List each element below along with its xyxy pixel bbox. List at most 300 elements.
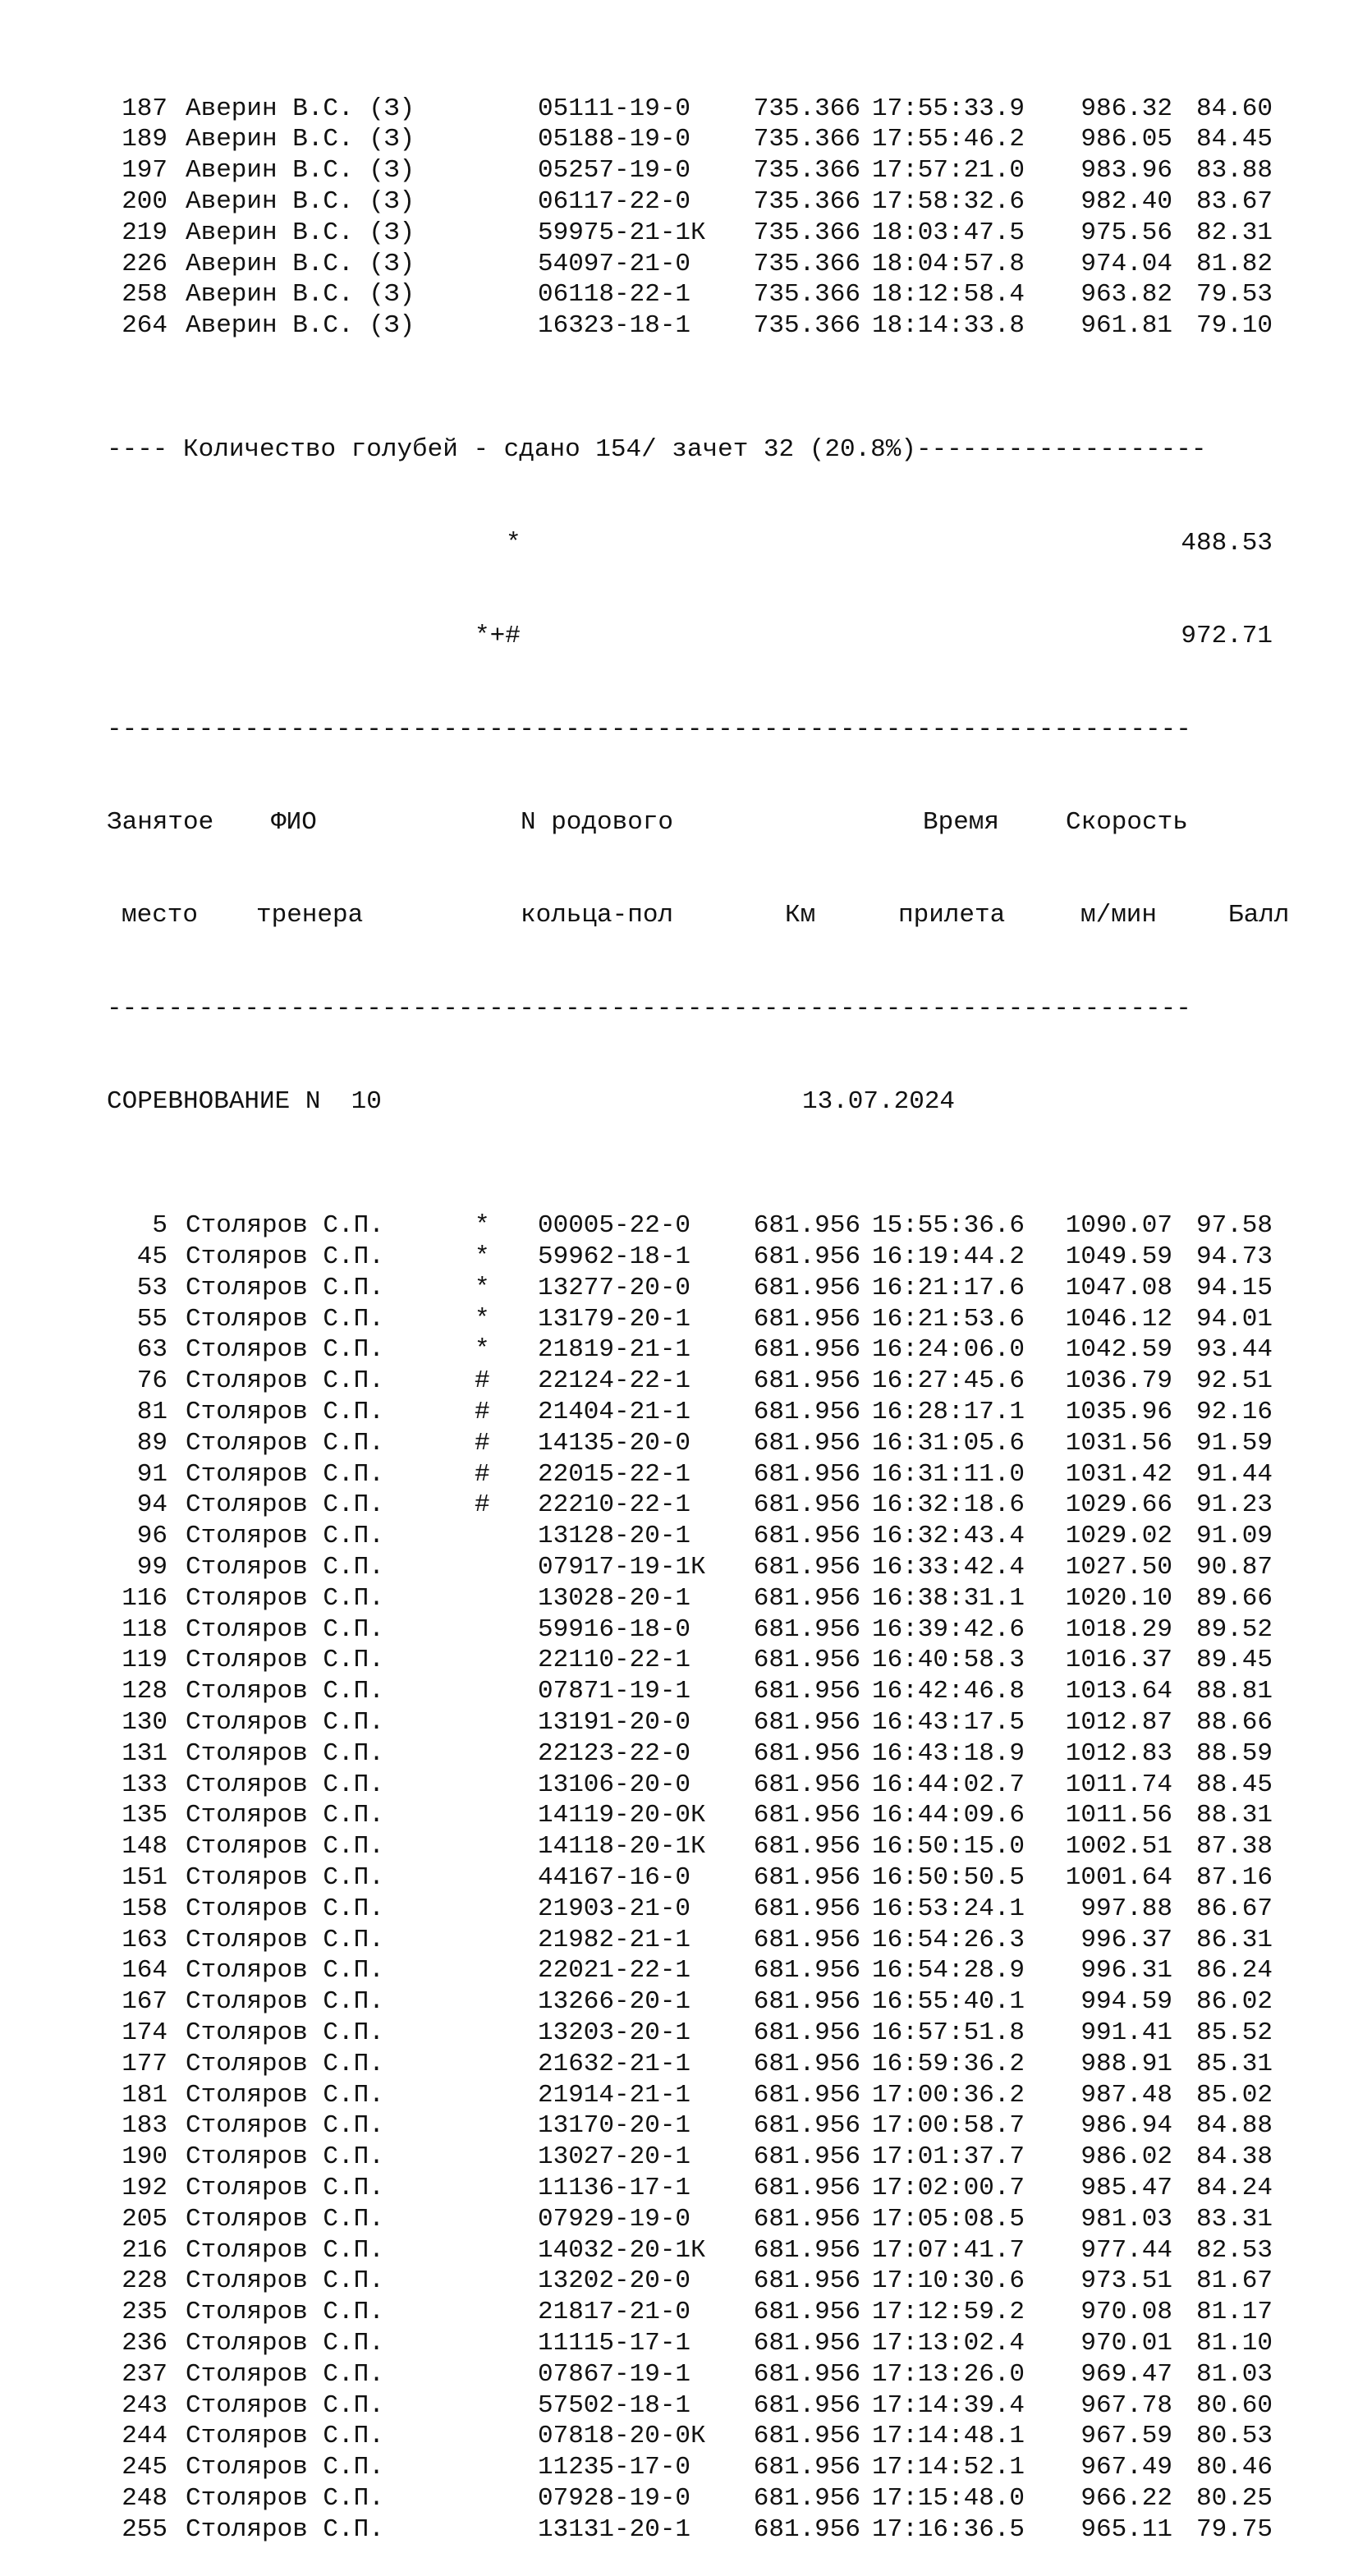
score-cell: 91.09 bbox=[1195, 1522, 1273, 1551]
speed-cell: 1018.29 bbox=[1065, 1614, 1172, 1644]
time-cell: 17:00:58.7 bbox=[872, 2111, 1025, 2141]
place-cell: 148 bbox=[122, 1832, 167, 1862]
place-cell: 118 bbox=[122, 1614, 167, 1644]
km-cell: 681.956 bbox=[753, 2173, 860, 2202]
ring-cell: 57502-18-1 bbox=[538, 2390, 691, 2420]
table-row bbox=[107, 1986, 1273, 2018]
score-cell: 80.60 bbox=[1195, 2390, 1273, 2420]
km-cell: 681.956 bbox=[753, 2422, 860, 2451]
speed-cell: 967.78 bbox=[1080, 2390, 1172, 2420]
trainer-cell: Столяров С.П. bbox=[186, 1398, 384, 1427]
time-cell: 17:57:21.0 bbox=[872, 156, 1025, 186]
place-cell: 187 bbox=[122, 94, 167, 123]
score-cell: 91.23 bbox=[1195, 1490, 1273, 1520]
header-time-bottom: прилета bbox=[898, 901, 1006, 930]
place-cell: 243 bbox=[122, 2390, 167, 2420]
table-row bbox=[107, 1800, 1273, 1831]
trainer-cell: Столяров С.П. bbox=[186, 1490, 384, 1520]
speed-cell: 963.82 bbox=[1080, 280, 1172, 310]
trainer-cell: Столяров С.П. bbox=[186, 1863, 384, 1893]
speed-cell: 1012.87 bbox=[1065, 1708, 1172, 1738]
time-cell: 16:59:36.2 bbox=[872, 2049, 1025, 2078]
km-cell: 681.956 bbox=[753, 1490, 860, 1520]
km-cell: 681.956 bbox=[753, 1459, 860, 1489]
ring-cell: 06118-22-1 bbox=[538, 280, 691, 310]
table-row bbox=[107, 2514, 1273, 2546]
table-row bbox=[107, 2204, 1273, 2235]
competition-title: СОРЕВНОВАНИЕ N 10 bbox=[107, 1087, 382, 1117]
speed-cell: 986.94 bbox=[1080, 2111, 1172, 2141]
table-row bbox=[107, 1242, 1273, 1273]
separator-text: ----------------------------------------------------------------------- bbox=[107, 714, 1191, 744]
table-row bbox=[107, 2235, 1273, 2266]
ring-cell: 54097-21-0 bbox=[538, 249, 691, 278]
ring-cell: 21982-21-1 bbox=[538, 1925, 691, 1954]
trainer-cell: Столяров С.П. bbox=[186, 1832, 384, 1862]
trainer-cell: Столяров С.П. bbox=[186, 1708, 384, 1738]
table-row bbox=[107, 1428, 1273, 1459]
ring-cell: 00005-22-0 bbox=[538, 1211, 691, 1241]
table-row bbox=[107, 2173, 1273, 2204]
mark-cell: * bbox=[475, 1335, 490, 1365]
ring-cell: 14119-20-0К bbox=[538, 1801, 706, 1830]
place-cell: 264 bbox=[122, 311, 167, 341]
time-cell: 16:40:58.3 bbox=[872, 1646, 1025, 1675]
place-cell: 131 bbox=[122, 1738, 167, 1768]
km-cell: 681.956 bbox=[753, 2390, 860, 2420]
trainer-cell: Столяров С.П. bbox=[186, 1987, 384, 2017]
speed-cell: 991.41 bbox=[1080, 2018, 1172, 2047]
place-cell: 164 bbox=[122, 1956, 167, 1986]
score-cell: 84.24 bbox=[1195, 2173, 1273, 2202]
trainer-cell: Столяров С.П. bbox=[186, 1522, 384, 1551]
trainer-cell: Столяров С.П. bbox=[186, 1646, 384, 1675]
score-cell: 86.67 bbox=[1195, 1894, 1273, 1923]
time-cell: 16:43:18.9 bbox=[872, 1738, 1025, 1768]
speed-cell: 986.02 bbox=[1080, 2142, 1172, 2172]
trainer-cell: Столяров С.П. bbox=[186, 2359, 384, 2389]
km-cell: 681.956 bbox=[753, 2298, 860, 2327]
time-cell: 16:44:02.7 bbox=[872, 1770, 1025, 1799]
place-cell: 76 bbox=[136, 1366, 167, 1396]
ring-cell: 14135-20-0 bbox=[538, 1428, 691, 1458]
time-cell: 17:58:32.6 bbox=[872, 186, 1025, 216]
ring-cell: 07871-19-1 bbox=[538, 1677, 691, 1706]
ring-cell: 13277-20-0 bbox=[538, 1273, 691, 1302]
speed-cell: 1002.51 bbox=[1065, 1832, 1172, 1862]
km-cell: 681.956 bbox=[753, 1273, 860, 1302]
speed-cell: 1001.64 bbox=[1065, 1863, 1172, 1893]
time-cell: 17:10:30.6 bbox=[872, 2266, 1025, 2296]
speed-cell: 1049.59 bbox=[1065, 1242, 1172, 1272]
trainer-cell: Столяров С.П. bbox=[186, 1366, 384, 1396]
ring-cell: 13128-20-1 bbox=[538, 1522, 691, 1551]
km-cell: 681.956 bbox=[753, 2453, 860, 2482]
header-km-bottom: Км bbox=[785, 901, 816, 930]
table-row bbox=[107, 279, 1273, 310]
ring-cell: 21819-21-1 bbox=[538, 1335, 691, 1365]
table-row bbox=[107, 1614, 1273, 1646]
km-cell: 681.956 bbox=[753, 1522, 860, 1551]
table-row bbox=[107, 1521, 1273, 1552]
speed-cell: 1029.02 bbox=[1065, 1522, 1172, 1551]
score-cell: 85.02 bbox=[1195, 2080, 1273, 2110]
time-cell: 16:42:46.8 bbox=[872, 1677, 1025, 1706]
speed-cell: 981.03 bbox=[1080, 2204, 1172, 2234]
score-cell: 97.58 bbox=[1195, 1211, 1273, 1241]
ring-cell: 13170-20-1 bbox=[538, 2111, 691, 2141]
mark-cell: * bbox=[475, 1273, 490, 1302]
table-row bbox=[107, 1304, 1273, 1335]
score-cell: 93.44 bbox=[1195, 1335, 1273, 1365]
ring-cell: 59962-18-1 bbox=[538, 1242, 691, 1272]
mark-cell: # bbox=[475, 1428, 490, 1458]
place-cell: 99 bbox=[136, 1553, 167, 1582]
km-cell: 681.956 bbox=[753, 1304, 860, 1334]
score-cell: 82.31 bbox=[1195, 218, 1273, 247]
trainer-cell: Столяров С.П. bbox=[186, 1956, 384, 1986]
trainer-cell: Аверин В.С. (З) bbox=[186, 156, 415, 186]
speed-cell: 975.56 bbox=[1080, 218, 1172, 247]
trainer-cell: Столяров С.П. bbox=[186, 2049, 384, 2078]
trainer-cell: Столяров С.П. bbox=[186, 2080, 384, 2110]
ring-cell: 11136-17-1 bbox=[538, 2173, 691, 2202]
time-cell: 17:02:00.7 bbox=[872, 2173, 1025, 2202]
table-row bbox=[107, 1210, 1273, 1242]
speed-cell: 1029.66 bbox=[1065, 1490, 1172, 1520]
km-cell: 681.956 bbox=[753, 2049, 860, 2078]
speed-cell: 985.47 bbox=[1080, 2173, 1172, 2202]
ring-cell: 07929-19-0 bbox=[538, 2204, 691, 2234]
trainer-cell: Аверин В.С. (З) bbox=[186, 280, 415, 310]
km-cell: 681.956 bbox=[753, 2080, 860, 2110]
time-cell: 17:01:37.7 bbox=[872, 2142, 1025, 2172]
ring-cell: 13106-20-0 bbox=[538, 1770, 691, 1799]
header-speed-top: Скорость bbox=[1066, 807, 1188, 837]
place-cell: 45 bbox=[136, 1242, 167, 1272]
competition-date: 13.07.2024 bbox=[802, 1087, 956, 1117]
table-row bbox=[107, 1894, 1273, 1925]
score-cell: 89.66 bbox=[1195, 1583, 1273, 1613]
table-row bbox=[107, 1552, 1273, 1583]
place-cell: 53 bbox=[136, 1273, 167, 1302]
table-row bbox=[107, 1831, 1273, 1862]
time-cell: 17:13:26.0 bbox=[872, 2359, 1025, 2389]
ring-cell: 59975-21-1К bbox=[538, 218, 706, 247]
time-cell: 16:50:50.5 bbox=[872, 1863, 1025, 1893]
table-row bbox=[107, 1707, 1273, 1738]
speed-cell: 1036.79 bbox=[1065, 1366, 1172, 1396]
ring-cell: 16323-18-1 bbox=[538, 311, 691, 341]
table-row bbox=[107, 2142, 1273, 2173]
header-name-top: ФИО bbox=[271, 807, 317, 837]
km-cell: 681.956 bbox=[753, 1428, 860, 1458]
ring-cell: 07928-19-0 bbox=[538, 2483, 691, 2513]
score-cell: 88.66 bbox=[1195, 1708, 1273, 1738]
score-cell: 80.53 bbox=[1195, 2422, 1273, 2451]
speed-cell: 967.49 bbox=[1080, 2453, 1172, 2482]
place-cell: 237 bbox=[122, 2359, 167, 2389]
ring-cell: 59916-18-0 bbox=[538, 1614, 691, 1644]
star-total-value: 488.53 bbox=[1181, 528, 1273, 558]
speed-cell: 969.47 bbox=[1080, 2359, 1172, 2389]
score-cell: 89.52 bbox=[1195, 1614, 1273, 1644]
km-cell: 681.956 bbox=[753, 1863, 860, 1893]
place-cell: 96 bbox=[136, 1522, 167, 1551]
trainer-cell: Аверин В.С. (З) bbox=[186, 186, 415, 216]
score-cell: 88.31 bbox=[1195, 1801, 1273, 1830]
ring-cell: 13028-20-1 bbox=[538, 1583, 691, 1613]
place-cell: 219 bbox=[122, 218, 167, 247]
header-name-bottom: тренера bbox=[256, 901, 364, 930]
ring-cell: 13179-20-1 bbox=[538, 1304, 691, 1334]
time-cell: 16:31:11.0 bbox=[872, 1459, 1025, 1489]
table-row bbox=[107, 1397, 1273, 1428]
trainer-cell: Столяров С.П. bbox=[186, 1894, 384, 1923]
trainer-cell: Столяров С.П. bbox=[186, 2266, 384, 2296]
table-row bbox=[107, 2483, 1273, 2514]
table-row bbox=[107, 2421, 1273, 2452]
score-cell: 84.60 bbox=[1195, 94, 1273, 123]
time-cell: 17:14:39.4 bbox=[872, 2390, 1025, 2420]
mark-cell: # bbox=[475, 1366, 490, 1396]
trainer-cell: Столяров С.П. bbox=[186, 2298, 384, 2327]
speed-cell: 1012.83 bbox=[1065, 1738, 1172, 1768]
mark-cell: * bbox=[475, 1304, 490, 1334]
header-row-1 bbox=[107, 807, 1188, 838]
speed-cell: 1047.08 bbox=[1065, 1273, 1172, 1302]
competition-line bbox=[107, 1086, 956, 1118]
ring-cell: 21914-21-1 bbox=[538, 2080, 691, 2110]
km-cell: 681.956 bbox=[753, 2328, 860, 2358]
mark-cell: * bbox=[475, 1242, 490, 1272]
place-cell: 244 bbox=[122, 2422, 167, 2451]
score-cell: 81.03 bbox=[1195, 2359, 1273, 2389]
ring-cell: 05188-19-0 bbox=[538, 125, 691, 154]
km-cell: 735.366 bbox=[753, 186, 860, 216]
place-cell: 255 bbox=[122, 2514, 167, 2544]
table-row bbox=[107, 155, 1273, 186]
table-row bbox=[107, 1334, 1273, 1366]
km-cell: 681.956 bbox=[753, 1770, 860, 1799]
time-cell: 18:14:33.8 bbox=[872, 311, 1025, 341]
speed-cell: 1031.42 bbox=[1065, 1459, 1172, 1489]
trainer-cell: Столяров С.П. bbox=[186, 1614, 384, 1644]
score-cell: 87.16 bbox=[1195, 1863, 1273, 1893]
place-cell: 174 bbox=[122, 2018, 167, 2047]
time-cell: 16:50:15.0 bbox=[872, 1832, 1025, 1862]
trainer-cell: Столяров С.П. bbox=[186, 1459, 384, 1489]
score-cell: 91.59 bbox=[1195, 1428, 1273, 1458]
score-cell: 94.01 bbox=[1195, 1304, 1273, 1334]
table-row bbox=[107, 1645, 1273, 1676]
score-cell: 81.17 bbox=[1195, 2298, 1273, 2327]
table-row bbox=[107, 1583, 1273, 1614]
table-row bbox=[107, 1490, 1273, 1521]
score-cell: 81.67 bbox=[1195, 2266, 1273, 2296]
km-cell: 681.956 bbox=[753, 1987, 860, 2017]
ring-cell: 13202-20-0 bbox=[538, 2266, 691, 2296]
km-cell: 681.956 bbox=[753, 1708, 860, 1738]
km-cell: 681.956 bbox=[753, 1894, 860, 1923]
place-cell: 190 bbox=[122, 2142, 167, 2172]
speed-cell: 967.59 bbox=[1080, 2422, 1172, 2451]
trainer-cell: Столяров С.П. bbox=[186, 2018, 384, 2047]
speed-cell: 1011.56 bbox=[1065, 1801, 1172, 1830]
trainer-cell: Столяров С.П. bbox=[186, 2235, 384, 2265]
place-cell: 167 bbox=[122, 1987, 167, 2017]
km-cell: 681.956 bbox=[753, 1553, 860, 1582]
table-row bbox=[107, 2080, 1273, 2111]
km-cell: 681.956 bbox=[753, 2266, 860, 2296]
km-cell: 681.956 bbox=[753, 1398, 860, 1427]
score-cell: 81.10 bbox=[1195, 2328, 1273, 2358]
place-cell: 236 bbox=[122, 2328, 167, 2358]
table-row bbox=[107, 218, 1273, 249]
time-cell: 16:55:40.1 bbox=[872, 1987, 1025, 2017]
km-cell: 681.956 bbox=[753, 2359, 860, 2389]
trainer-cell: Столяров С.П. bbox=[186, 2173, 384, 2202]
place-cell: 151 bbox=[122, 1863, 167, 1893]
trainer-cell: Столяров С.П. bbox=[186, 1770, 384, 1799]
ring-cell: 21632-21-1 bbox=[538, 2049, 691, 2078]
table-row bbox=[107, 1366, 1273, 1397]
km-cell: 681.956 bbox=[753, 2142, 860, 2172]
speed-cell: 987.48 bbox=[1080, 2080, 1172, 2110]
mark-cell: * bbox=[475, 1211, 490, 1241]
speed-cell: 996.37 bbox=[1080, 1925, 1172, 1954]
time-cell: 16:44:09.6 bbox=[872, 1801, 1025, 1830]
table-row bbox=[107, 2328, 1273, 2359]
ring-cell: 22123-22-0 bbox=[538, 1738, 691, 1768]
score-cell: 85.52 bbox=[1195, 2018, 1273, 2047]
place-cell: 130 bbox=[122, 1708, 167, 1738]
place-cell: 205 bbox=[122, 2204, 167, 2234]
km-cell: 735.366 bbox=[753, 156, 860, 186]
time-cell: 16:31:05.6 bbox=[872, 1428, 1025, 1458]
combo-total-line bbox=[107, 621, 1273, 652]
km-cell: 681.956 bbox=[753, 2235, 860, 2265]
speed-cell: 1020.10 bbox=[1065, 1583, 1172, 1613]
ring-cell: 07818-20-0К bbox=[538, 2422, 706, 2451]
speed-cell: 961.81 bbox=[1080, 311, 1172, 341]
score-cell: 81.82 bbox=[1195, 249, 1273, 278]
km-cell: 735.366 bbox=[753, 280, 860, 310]
place-cell: 55 bbox=[136, 1304, 167, 1334]
place-cell: 94 bbox=[136, 1490, 167, 1520]
km-cell: 681.956 bbox=[753, 1614, 860, 1644]
time-cell: 16:28:17.1 bbox=[872, 1398, 1025, 1427]
combo-total-value: 972.71 bbox=[1181, 622, 1273, 651]
trainer-cell: Столяров С.П. bbox=[186, 1273, 384, 1302]
place-cell: 200 bbox=[122, 186, 167, 216]
table-row bbox=[107, 2266, 1273, 2297]
score-cell: 83.67 bbox=[1195, 186, 1273, 216]
km-cell: 681.956 bbox=[753, 1583, 860, 1613]
score-cell: 79.75 bbox=[1195, 2514, 1273, 2544]
place-cell: 91 bbox=[136, 1459, 167, 1489]
ring-cell: 22021-22-1 bbox=[538, 1956, 691, 1986]
km-cell: 735.366 bbox=[753, 218, 860, 247]
table-row bbox=[107, 94, 1273, 125]
table-row bbox=[107, 124, 1273, 155]
place-cell: 245 bbox=[122, 2453, 167, 2482]
time-cell: 16:53:24.1 bbox=[872, 1894, 1025, 1923]
speed-cell: 1031.56 bbox=[1065, 1428, 1172, 1458]
km-cell: 735.366 bbox=[753, 125, 860, 154]
score-cell: 88.81 bbox=[1195, 1677, 1273, 1706]
speed-cell: 1013.64 bbox=[1065, 1677, 1172, 1706]
table-row bbox=[107, 1676, 1273, 1707]
header-speed-bottom: м/мин bbox=[1080, 901, 1158, 930]
km-cell: 681.956 bbox=[753, 1738, 860, 1768]
time-cell: 17:00:36.2 bbox=[872, 2080, 1025, 2110]
ring-cell: 21903-21-0 bbox=[538, 1894, 691, 1923]
trainer-cell: Столяров С.П. bbox=[186, 2204, 384, 2234]
trainer-cell: Столяров С.П. bbox=[186, 2390, 384, 2420]
speed-cell: 970.08 bbox=[1080, 2298, 1172, 2327]
score-cell: 86.31 bbox=[1195, 1925, 1273, 1954]
km-cell: 735.366 bbox=[753, 249, 860, 278]
ring-cell: 22015-22-1 bbox=[538, 1459, 691, 1489]
ring-cell: 13131-20-1 bbox=[538, 2514, 691, 2544]
table-row bbox=[107, 2049, 1273, 2080]
trainer-cell: Столяров С.П. bbox=[186, 1583, 384, 1613]
trainer-cell: Столяров С.П. bbox=[186, 2142, 384, 2172]
time-cell: 17:14:48.1 bbox=[872, 2422, 1025, 2451]
ring-cell: 22110-22-1 bbox=[538, 1646, 691, 1675]
time-cell: 17:13:02.4 bbox=[872, 2328, 1025, 2358]
place-cell: 158 bbox=[122, 1894, 167, 1923]
time-cell: 16:57:51.8 bbox=[872, 2018, 1025, 2047]
table-row bbox=[107, 1770, 1273, 1801]
speed-cell: 1011.74 bbox=[1065, 1770, 1172, 1799]
score-cell: 92.16 bbox=[1195, 1398, 1273, 1427]
score-cell: 84.45 bbox=[1195, 125, 1273, 154]
place-cell: 119 bbox=[122, 1646, 167, 1675]
km-cell: 681.956 bbox=[753, 1925, 860, 1954]
time-cell: 17:55:46.2 bbox=[872, 125, 1025, 154]
time-cell: 16:43:17.5 bbox=[872, 1708, 1025, 1738]
table-row bbox=[107, 249, 1273, 280]
time-cell: 17:14:52.1 bbox=[872, 2453, 1025, 2482]
score-cell: 80.25 bbox=[1195, 2483, 1273, 2513]
place-cell: 192 bbox=[122, 2173, 167, 2202]
score-cell: 83.88 bbox=[1195, 156, 1273, 186]
speed-cell: 988.91 bbox=[1080, 2049, 1172, 2078]
place-cell: 135 bbox=[122, 1801, 167, 1830]
speed-cell: 1046.12 bbox=[1065, 1304, 1172, 1334]
score-cell: 79.10 bbox=[1195, 311, 1273, 341]
km-cell: 681.956 bbox=[753, 1335, 860, 1365]
score-cell: 83.31 bbox=[1195, 2204, 1273, 2234]
count-summary-line bbox=[107, 434, 1207, 466]
previous-results-list bbox=[107, 94, 1273, 342]
km-cell: 681.956 bbox=[753, 1242, 860, 1272]
time-cell: 16:32:43.4 bbox=[872, 1522, 1025, 1551]
trainer-cell: Аверин В.С. (З) bbox=[186, 311, 415, 341]
table-row bbox=[107, 1273, 1273, 1304]
separator-top bbox=[107, 714, 1191, 746]
score-cell: 91.44 bbox=[1195, 1459, 1273, 1489]
speed-cell: 977.44 bbox=[1080, 2235, 1172, 2265]
km-cell: 681.956 bbox=[753, 2111, 860, 2141]
place-cell: 189 bbox=[122, 125, 167, 154]
trainer-cell: Аверин В.С. (З) bbox=[186, 125, 415, 154]
time-cell: 17:55:33.9 bbox=[872, 94, 1025, 123]
time-cell: 16:21:53.6 bbox=[872, 1304, 1025, 1334]
time-cell: 17:07:41.7 bbox=[872, 2235, 1025, 2265]
